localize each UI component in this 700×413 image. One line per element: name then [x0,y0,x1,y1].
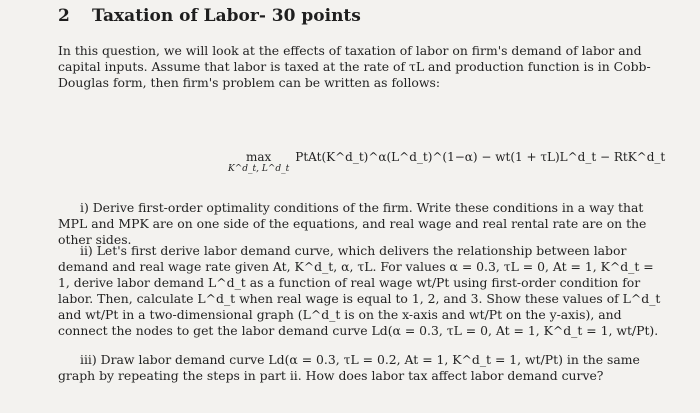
part-i-paragraph: i) Derive first-order optimality conditions of the firm. Write these conditions in a way that MPL and MPK are on one side of the equations, and real wage and real rental rate are on the other sides. [58,200,647,247]
max-operator [228,150,289,174]
section-heading [58,6,361,26]
section-number: 2 [58,6,70,26]
max-subscript: K^d_t, L^d_t [228,164,290,174]
max-label: max [245,150,272,164]
objective-expression: PtAt(K^d_t)^α(L^d_t)^(1−α) − wt(1 + τL)L^d_t − RtK^d_t [295,150,666,164]
section-title: Taxation of Labor- 30 points [92,6,361,26]
intro-paragraph: In this question, we will look at the effects of taxation of labor on firm's demand of labor and capital inputs. Assume that labor is taxed at the rate of τL and production function is in Cobb-Douglas form, then firm's problem can be written as follows: [58,43,651,90]
firm-problem-equation [228,150,665,174]
part-ii-paragraph: ii) Let's first derive labor demand curve, which delivers the relationship between labor demand and real wage rate given At, K^d_t, α, τL. For values α = 0.3, τL = 0, At = 1, K^d_t = 1, derive labor demand L^d_t as a function of real wage wt/Pt using first-order condition for labor. Then, calculate L^d_t when real wage is equal to 1, 2, and 3. Show these values of L^d_t and wt/Pt in a two-dimensional graph (L^d_t is on the x-axis and wt/Pt on the y-axis), and connect the nodes to get the labor demand curve Ld(α = 0.3, τL = 0, At = 1, K^d_t = 1, wt/Pt). [58,243,661,338]
part-iii-paragraph: iii) Draw labor demand curve Ld(α = 0.3, τL = 0.2, At = 1, K^d_t = 1, wt/Pt) in the same graph by repeating the steps in part ii. How does labor tax affect labor demand curve? [58,352,640,383]
